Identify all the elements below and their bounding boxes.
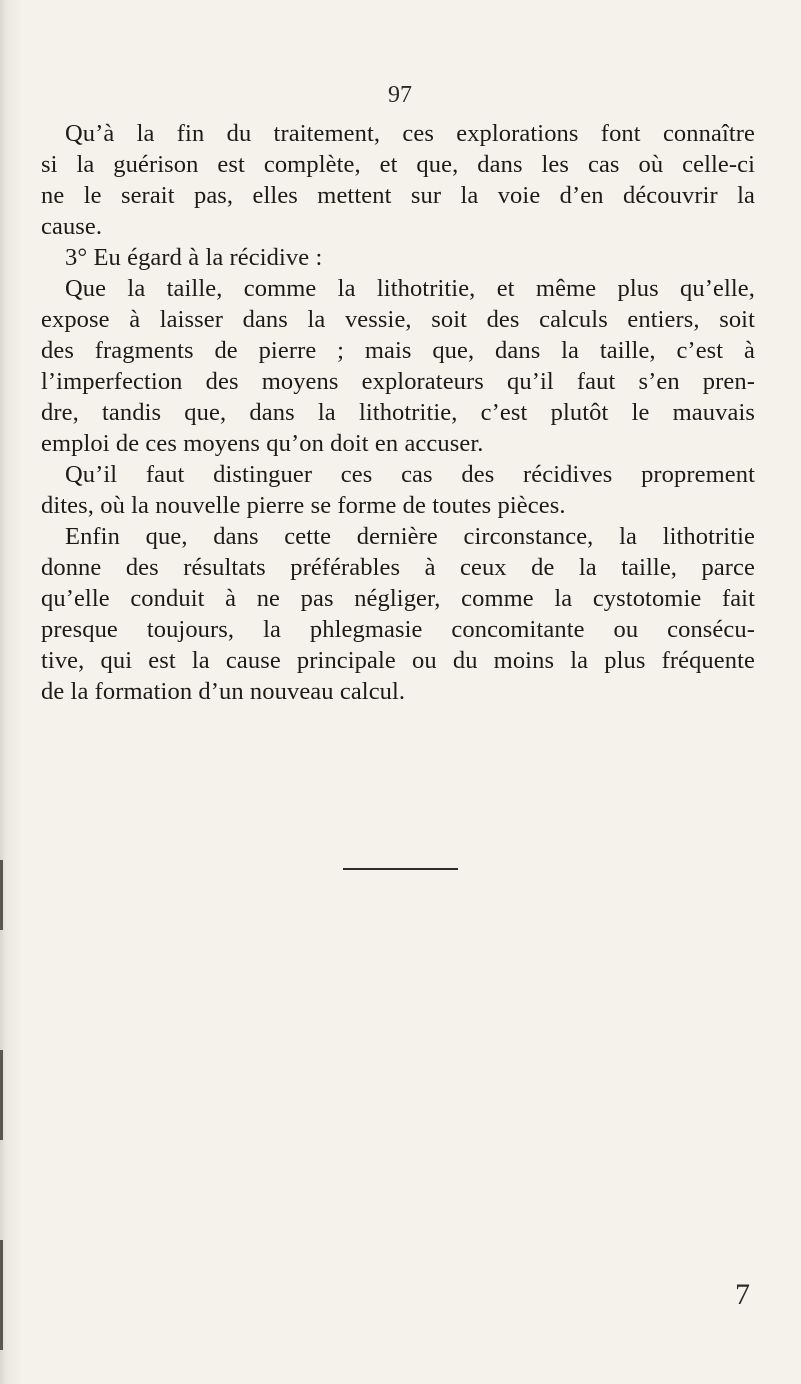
text-line: emploi de ces moyens qu’on doit en accuser. [41,430,484,457]
text-line: Que la taille, comme la lithotritie, et même plus qu’elle, [65,275,755,302]
spine-mark [0,860,3,930]
text-line: Qu’il faut distinguer ces cas des récidives proprement [65,461,755,488]
text-line: ne le serait pas, elles mettent sur la voie d’en découvrir la [41,182,755,209]
spine-mark [0,1050,3,1140]
text-line: donne des résultats préférables à ceux de la taille, parce [41,554,755,581]
text-line: expose à laisser dans la vessie, soit des calculs entiers, soit [41,306,755,333]
text-line: cause. [41,213,103,240]
page-number: 97 [388,82,412,108]
text-line: si la guérison est complète, et que, dans les cas où celle-ci [41,151,755,178]
text-line: de la formation d’un nouveau calcul. [41,678,406,705]
text-line: dites, où la nouvelle pierre se forme de toutes pièces. [41,492,566,519]
text-line: tive, qui est la cause principale ou du moins la plus fréquente [41,647,755,674]
text-line: Enfin que, dans cette dernière circonstance, la lithotritie [65,523,755,550]
text-line: l’imperfection des moyens explorateurs qu’il faut s’en pren- [41,368,755,395]
signature-mark: 7 [735,1278,750,1311]
text-line: des fragments de pierre ; mais que, dans la taille, c’est à [41,337,755,364]
text-line: 3° Eu égard à la récidive : [65,244,323,271]
text-line: qu’elle conduit à ne pas négliger, comme la cystotomie fait [41,585,755,612]
text-line: presque toujours, la phlegmasie concomitante ou consécu- [41,616,755,643]
section-divider [343,868,458,870]
spine-mark [0,1240,3,1350]
text-line: Qu’à la fin du traitement, ces explorations font connaître [65,120,755,147]
text-line: dre, tandis que, dans la lithotritie, c’est plutôt le mauvais [41,399,755,426]
body-text [41,118,755,707]
